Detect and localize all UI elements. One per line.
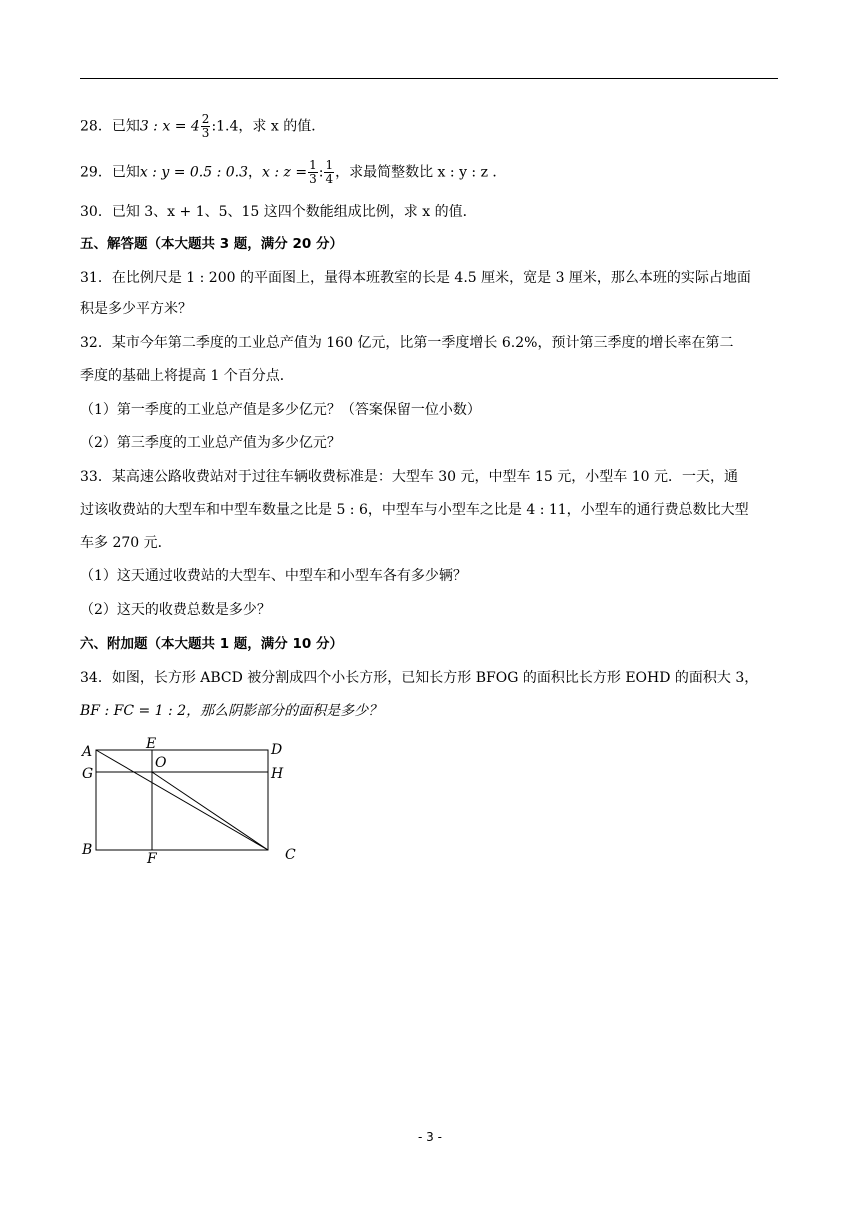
label-h: H xyxy=(271,766,284,782)
header-rule xyxy=(80,78,778,79)
q29-separator: ， xyxy=(248,164,263,181)
label-d: D xyxy=(271,742,283,758)
question-30: 30．已知 3、x + 1、5、15 这四个数能组成比例，求 x 的值． xyxy=(80,204,477,220)
q28-frac-numerator: 2 xyxy=(201,112,210,126)
section-5-title: 五、解答题（本大题共 3 题，满分 20 分） xyxy=(80,236,343,252)
q29-f1-denominator: 3 xyxy=(309,172,317,186)
label-c: C xyxy=(285,847,296,863)
question-31-line-1: 31．在比例尺是 1 : 200 的平面图上，量得本班教室的长是 4.5 厘米，宽是 3 厘米，那么本班的实际占地面 xyxy=(80,270,751,286)
q29-math2: x : z = xyxy=(262,164,308,181)
q29-fraction-1 xyxy=(308,159,318,186)
q29-suffix: ，求最简整数比 x : y : z ． xyxy=(335,164,507,181)
label-g: G xyxy=(82,766,94,782)
q29-f1-numerator: 1 xyxy=(309,158,317,172)
question-33-line-1: 33．某高速公路收费站对于过往车辆收费标准是：大型车 30 元，中型车 15 元，小型车 10 元．一天，通 xyxy=(80,469,738,485)
q29-f2-denominator: 4 xyxy=(325,172,334,186)
question-28 xyxy=(80,113,780,140)
question-29 xyxy=(80,159,780,186)
label-a: A xyxy=(82,744,93,760)
question-31-line-2: 积是多少平方米？ xyxy=(80,301,192,317)
question-34-line-2: BF : FC = 1 : 2，那么阴影部分的面积是多少？ xyxy=(80,703,383,719)
line-ac xyxy=(96,750,268,850)
q29-math1: x : y = 0.5 : 0.3 xyxy=(139,164,249,181)
page-number: - 3 - xyxy=(418,1130,442,1144)
question-33-line-2: 过该收费站的大型车和中型车数量之比是 5 : 6，中型车与小型车之比是 4 : 11，小型车的通行费总数比大型 xyxy=(80,502,749,518)
rectangle-figure xyxy=(78,736,308,866)
q28-fraction xyxy=(201,113,211,140)
label-e: E xyxy=(146,736,157,752)
question-33-sub-2: （2）这天的收费总数是多少？ xyxy=(80,602,271,618)
question-33-sub-1: （1）这天通过收费站的大型车、中型车和小型车各有多少辆？ xyxy=(80,568,467,584)
question-33-line-3: 车多 270 元． xyxy=(80,535,172,551)
question-34-line-1: 34．如图，长方形 ABCD 被分割成四个小长方形，已知长方形 BFOG 的面积比长方形 EOHD 的面积大 3， xyxy=(80,670,759,686)
question-32-sub-2: （2）第三季度的工业总产值为多少亿元？ xyxy=(80,435,341,451)
q28-math: 3 : x = 4 xyxy=(139,118,200,135)
q28-math-post: :1.4 xyxy=(211,118,239,135)
line-oc xyxy=(152,772,268,850)
question-32-sub-1: （1）第一季度的工业总产值是多少亿元？（答案保留一位小数） xyxy=(80,402,481,418)
label-o: O xyxy=(155,755,167,771)
q28-prefix: 28．已知 xyxy=(80,118,140,135)
q28-frac-denominator: 3 xyxy=(201,126,210,140)
section-6-title: 六、附加题（本大题共 1 题，满分 10 分） xyxy=(80,636,343,652)
q28-suffix: ，求 x 的值． xyxy=(238,118,326,135)
q29-prefix: 29．已知 xyxy=(80,164,140,181)
label-f: F xyxy=(147,851,157,866)
q29-f2-numerator: 1 xyxy=(325,158,334,172)
question-32-line-1: 32．某市今年第二季度的工业总产值为 160 亿元，比第一季度增长 6.2%，预计第三季度的增长率在第二 xyxy=(80,335,734,351)
label-b: B xyxy=(82,842,93,858)
q29-colon: : xyxy=(318,164,324,181)
q29-fraction-2 xyxy=(324,159,334,186)
question-32-line-2: 季度的基础上将提高 1 个百分点． xyxy=(80,368,294,384)
